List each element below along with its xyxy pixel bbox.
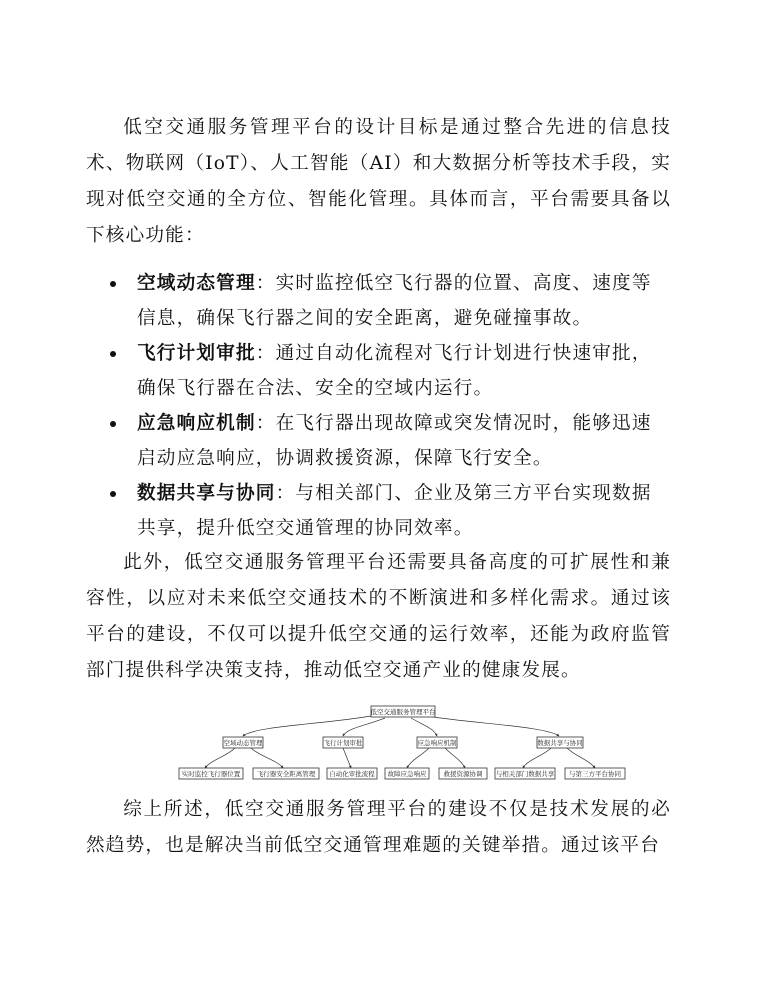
- diagram-edge: [243, 716, 371, 736]
- diagram-node-level2: [253, 768, 319, 779]
- bullet-icon: [110, 351, 116, 357]
- diagram-node-label: 飞行计划审批: [323, 739, 363, 747]
- bullet-icon: [110, 421, 116, 427]
- list-item: [108, 336, 668, 406]
- bullet-text: 在飞行器出现故障或突发情况时，能够迅速启动应急响应，协调救援资源，保障飞行安全。: [137, 413, 652, 469]
- diagram-node-level1: [323, 737, 363, 748]
- bullet-separator: ：: [255, 413, 276, 434]
- bullet-separator: ：: [255, 273, 276, 294]
- diagram-node-root: [371, 706, 437, 717]
- bullet-separator: ：: [255, 343, 276, 364]
- diagram-node-label: 空域动态管理: [223, 739, 263, 747]
- diagram-node-label: 故障应急响应: [387, 770, 427, 778]
- intro-paragraph: 低空交通服务管理平台的设计目标是通过整合先进的信息技术、物联网（IoT）、人工智能（AI）和大数据分析等技术手段，实现对低空交通的全方位、智能化管理。具体而言，平台需要具备以下核心功能：: [86, 117, 671, 246]
- diagram-edge: [407, 748, 429, 768]
- diagram-node-level2: [327, 768, 377, 779]
- bullet-text: 与相关部门、企业及第三方平台实现数据共享，提升低空交通管理的协同效率。: [137, 483, 652, 539]
- diagram-node-label: 与第三方平台协同: [569, 770, 621, 778]
- diagram-node-level1: [537, 737, 583, 748]
- bullet-icon: [110, 491, 116, 497]
- diagram-edge: [251, 748, 283, 768]
- diagram-edge: [343, 718, 385, 736]
- bullet-term: 空域动态管理: [137, 273, 256, 294]
- list-item: [108, 266, 668, 336]
- diagram-node-label: 自动化审批流程: [329, 770, 375, 778]
- platform-structure-diagram: [175, 702, 635, 784]
- diagram-edge: [523, 748, 551, 768]
- diagram-node-label: 救援资源协调: [443, 770, 483, 778]
- diagram-node-label: 低空交通服务管理平台: [370, 708, 436, 716]
- diagram-node-level1: [223, 737, 263, 748]
- diagram-edge: [567, 748, 595, 768]
- list-item: [108, 476, 668, 546]
- bullet-term: 数据共享与协同: [137, 483, 276, 504]
- diagram-edge: [205, 748, 235, 768]
- diagram-node-label: 数据共享与协同: [537, 739, 583, 747]
- bullet-text: 通过自动化流程对飞行计划进行快速审批，确保飞行器在合法、安全的空域内运行。: [137, 343, 652, 399]
- diagram-node-level1: [417, 737, 457, 748]
- diagram-node-label: 实时监控飞行器位置: [181, 770, 241, 778]
- bullet-text: 实时监控低空飞行器的位置、高度、速度等信息，确保飞行器之间的安全距离，避免碰撞事故。: [137, 273, 652, 329]
- diagram-node-level2: [495, 768, 555, 779]
- diagram-node-label: 应急响应机制: [417, 739, 457, 747]
- diagram-node-level2: [565, 768, 625, 779]
- diagram-node-label: 飞行器安全距离管理: [256, 770, 316, 778]
- bullet-icon: [110, 281, 116, 287]
- diagram-edge: [411, 718, 437, 736]
- bullet-separator: ：: [275, 483, 296, 504]
- list-item: [108, 406, 668, 476]
- bullet-term: 应急响应机制: [137, 413, 256, 434]
- conclusion-paragraph: 综上所述，低空交通服务管理平台的建设不仅是技术发展的必然趋势，也是解决当前低空交通管理难题的关键举措。通过该平台: [86, 799, 671, 856]
- diagram-edge: [343, 748, 351, 768]
- core-function-list: [108, 266, 668, 546]
- diagram-edge: [445, 748, 465, 768]
- bullet-term: 飞行计划审批: [137, 343, 256, 364]
- additional-paragraph: 此外，低空交通服务管理平台还需要具备高度的可扩展性和兼容性，以应对未来低空交通技术的不断演进和多样化需求。通过该平台的建设，不仅可以提升低空交通的运行效率，还能为政府监管部门提供科学决策支持，推动低空交通产业的健康发展。: [86, 552, 671, 681]
- diagram-node-level2: [385, 768, 429, 779]
- diagram-node-label: 与相关部门数据共享: [495, 770, 555, 778]
- diagram-edge: [427, 716, 559, 736]
- diagram-node-level2: [179, 768, 243, 779]
- diagram-node-level2: [439, 768, 487, 779]
